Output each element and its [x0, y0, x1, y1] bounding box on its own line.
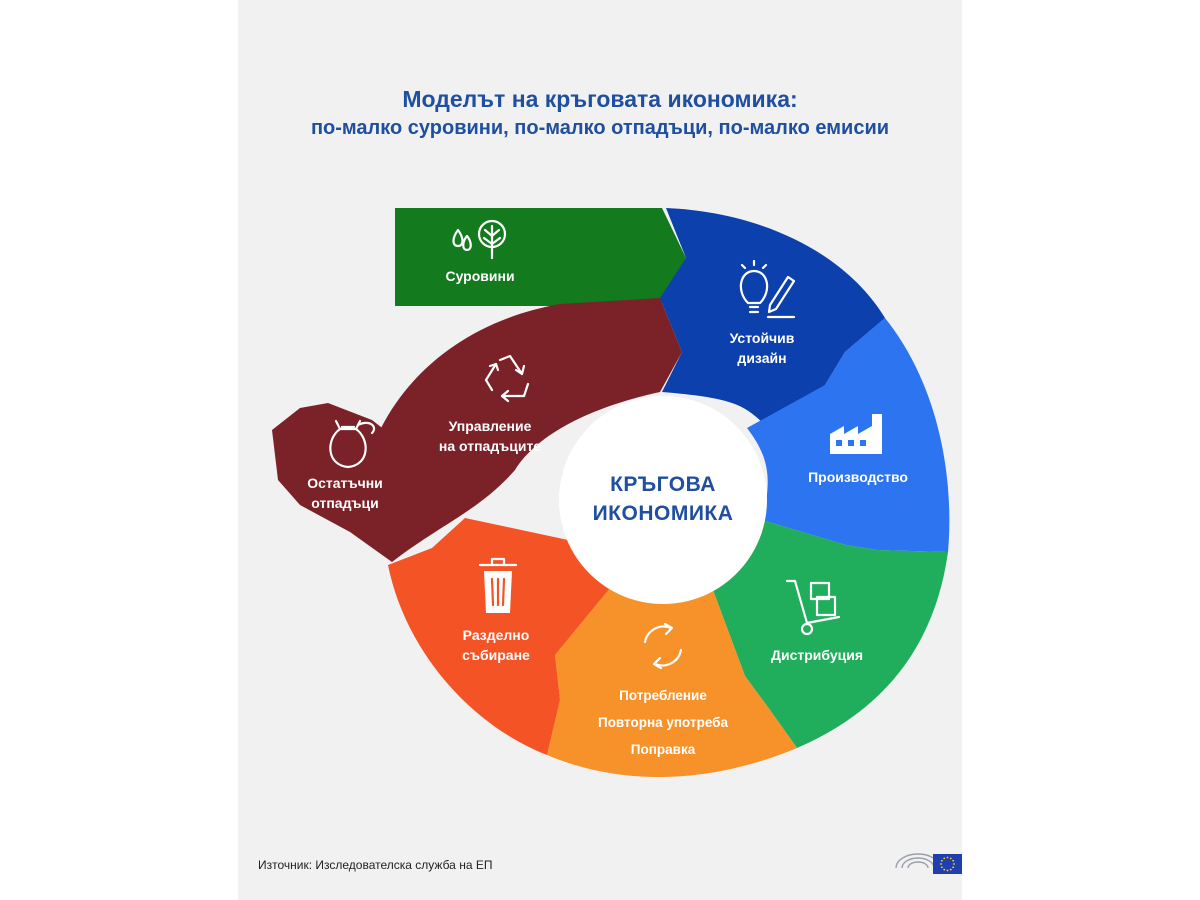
european-parliament-logo: [890, 838, 970, 878]
segment-raw-materials: [395, 208, 686, 306]
infographic-title: Моделът на кръговата икономика:: [402, 86, 798, 112]
center-label: КРЪГОВА ИКОНОМИКА: [592, 473, 734, 525]
label-residual-waste: Остатъчни отпадъци: [307, 475, 383, 511]
label-production: Производство: [808, 469, 908, 485]
infographic-subtitle: по-малко суровини, по-малко отпадъци, по-малко емисии: [310, 117, 890, 139]
label-design: Устойчив дизайн: [729, 330, 795, 366]
label-waste-management: Управление на отпадъците: [438, 418, 542, 454]
label-consumption: Потребление Повторна употреба Поправка: [597, 688, 729, 757]
label-distribution: Дистрибуция: [770, 647, 864, 663]
label-collection: Разделно събиране: [462, 627, 530, 663]
source-note: Източник: Изследователска служба на ЕП: [258, 858, 493, 872]
label-raw-materials: Суровини: [445, 268, 515, 284]
